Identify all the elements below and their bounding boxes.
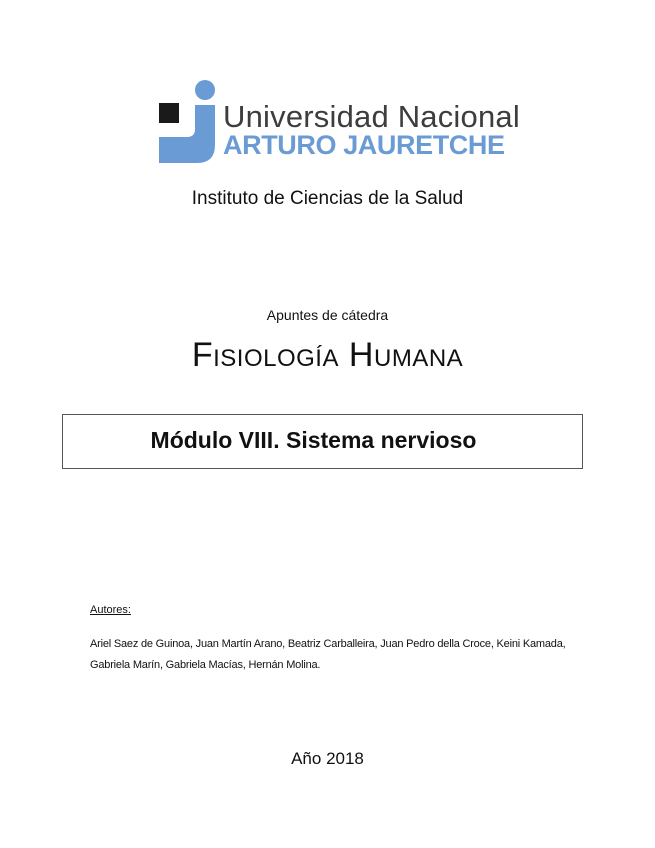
authors-list: Ariel Saez de Guinoa, Juan Martín Arano, Beatriz Carballeira, Juan Pedro della Croce, Keini Kamada, Gabriela Marín, Gabriela Macías, Hernán Molina. — [90, 638, 566, 671]
institute-name: Instituto de Ciencias de la Salud — [191, 188, 464, 209]
university-logo-mark-icon — [157, 79, 217, 163]
module-title-box — [62, 414, 583, 469]
module-title: Módulo VIII. Sistema nervioso — [150, 427, 477, 453]
university-logo — [157, 79, 520, 167]
document-subtitle: Apuntes de cátedra — [266, 307, 389, 323]
course-title: Fisiología Humana — [191, 336, 464, 374]
university-name-line1: Universidad Nacional — [223, 99, 520, 134]
publication-year: Año 2018 — [291, 749, 364, 768]
authors-label: Autores: — [90, 604, 131, 616]
university-name-line2: ARTURO JAURETCHE — [223, 130, 505, 160]
